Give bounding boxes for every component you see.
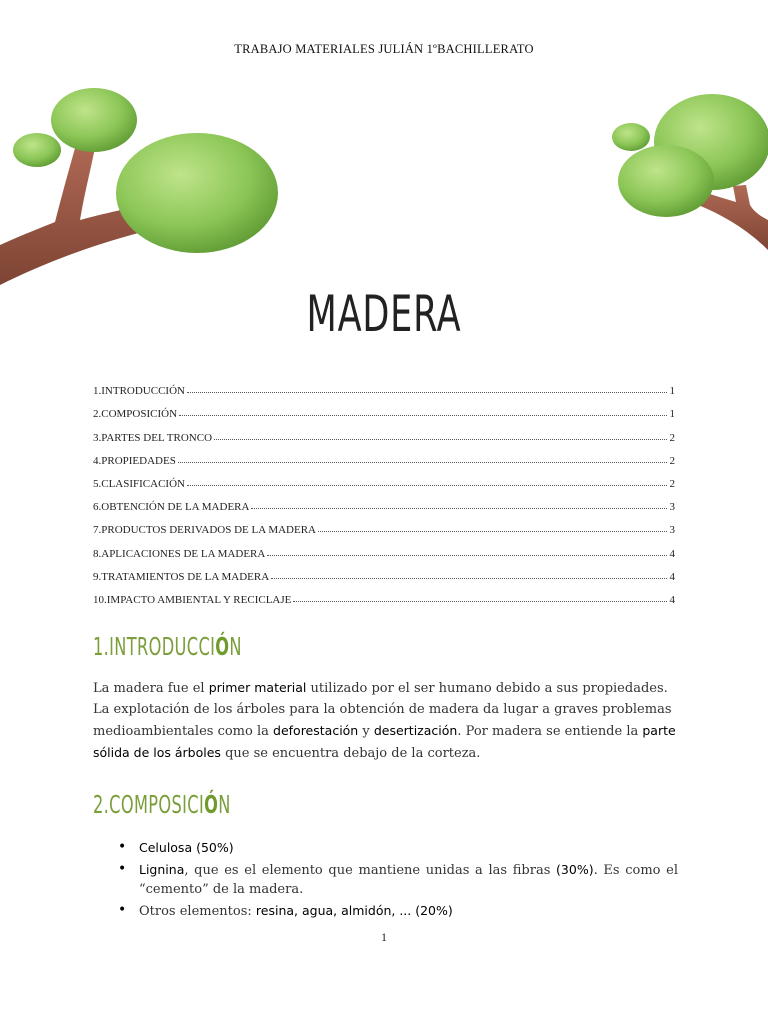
tree-leaf — [13, 133, 61, 167]
intro-text: La madera fue el — [93, 681, 209, 696]
table-of-contents — [93, 374, 675, 606]
list-item-bold: Lignina — [139, 862, 185, 877]
toc-leader-dots — [179, 415, 666, 416]
list-item — [118, 901, 678, 921]
tree-leaf — [51, 88, 137, 152]
toc-leader-dots — [214, 439, 666, 440]
heading-text-end: N — [218, 790, 231, 819]
intro-bold: parte sólida de los árboles — [93, 723, 676, 760]
toc-leader-dots — [271, 578, 666, 579]
toc-leader-dots — [293, 601, 666, 602]
list-item-bold: Celulosa (50%) — [139, 840, 234, 855]
toc-entry-label: 9.TRATAMIENTOS DE LA MADERA — [93, 570, 270, 583]
intro-text: utilizado por el ser humano debido a sus propiedades. La explotación de los árboles para la obtención de madera da lugar a graves problemas medioambientales como la — [93, 681, 672, 739]
toc-entry[interactable] — [93, 374, 675, 397]
heading-accent-letter: Ó — [204, 790, 219, 819]
list-item-text: Otros elementos: — [139, 904, 256, 919]
toc-leader-dots — [251, 508, 666, 509]
toc-entry[interactable] — [93, 536, 675, 559]
toc-leader-dots — [187, 485, 667, 486]
page-header: TRABAJO MATERIALES JULIÁN 1ºBACHILLERATO — [234, 42, 534, 56]
heading-text: 2.COMPOSICI — [93, 790, 205, 819]
toc-entry-page: 4 — [669, 593, 675, 606]
toc-entry-label: 6.OBTENCIÓN DE LA MADERA — [93, 501, 250, 514]
intro-bold: deforestación — [273, 723, 359, 738]
toc-entry[interactable] — [93, 513, 675, 536]
intro-text: . Por madera se entiende la — [457, 724, 643, 739]
toc-entry-page: 1 — [669, 408, 675, 421]
toc-entry-label: 2.COMPOSICIÓN — [93, 408, 178, 421]
toc-leader-dots — [187, 392, 667, 393]
list-item — [118, 838, 678, 858]
toc-entry-page: 3 — [669, 524, 675, 537]
heading-accent-letter: Ó — [215, 632, 230, 661]
toc-entry-page: 2 — [669, 431, 675, 444]
section-heading-composicion — [93, 790, 231, 819]
heading-text-end: N — [229, 632, 242, 661]
page-number: 1 — [381, 930, 387, 944]
toc-entry[interactable] — [93, 583, 675, 606]
toc-entry-page: 1 — [669, 385, 675, 398]
heading-text: 1.INTRODUCCI — [93, 632, 216, 661]
toc-entry-label: 4.PROPIEDADES — [93, 454, 176, 467]
list-item-bold: (30%) — [556, 862, 594, 877]
tree-leaf — [618, 145, 714, 217]
toc-entry[interactable] — [93, 444, 675, 467]
toc-leader-dots — [267, 555, 666, 556]
toc-entry-label: 3.PARTES DEL TRONCO — [93, 431, 213, 444]
toc-entry-page: 2 — [669, 454, 675, 467]
toc-entry-label: 7.PRODUCTOS DERIVADOS DE LA MADERA — [93, 524, 316, 537]
toc-entry-label: 1.INTRODUCCIÓN — [93, 385, 185, 398]
list-item-text: , que es el elemento que mantiene unidas a las fibras — [184, 863, 557, 878]
toc-entry-page: 4 — [669, 547, 675, 560]
list-item-text: . Es como el “cemento” de la madera. — [139, 863, 678, 897]
toc-entry-label: 8.APLICACIONES DE LA MADERA — [93, 547, 266, 560]
toc-leader-dots — [318, 531, 667, 532]
intro-bold: primer material — [208, 680, 307, 695]
intro-text: que se encuentra debajo de la corteza. — [220, 746, 481, 761]
intro-text: y — [358, 724, 374, 739]
tree-illustration-right — [608, 90, 768, 255]
tree-illustration-left — [0, 80, 285, 290]
toc-entry[interactable] — [93, 490, 675, 513]
toc-entry-page: 4 — [669, 570, 675, 583]
toc-entry-page: 2 — [669, 477, 675, 490]
tree-leaf — [612, 123, 650, 151]
intro-paragraph — [93, 677, 678, 764]
composition-list — [118, 838, 678, 923]
toc-entry[interactable] — [93, 467, 675, 490]
document-title: MADERA — [306, 285, 462, 343]
toc-entry[interactable] — [93, 397, 675, 420]
toc-entry[interactable] — [93, 560, 675, 583]
tree-leaf — [116, 133, 278, 253]
toc-leader-dots — [178, 462, 667, 463]
toc-entry-label: 10.IMPACTO AMBIENTAL Y RECICLAJE — [93, 593, 292, 606]
toc-entry-label: 5.CLASIFICACIÓN — [93, 477, 185, 490]
toc-entry[interactable] — [93, 420, 675, 443]
section-heading-introduccion — [93, 632, 242, 661]
toc-entry-page: 3 — [669, 501, 675, 514]
list-item-bold: resina, agua, almidón, ... (20%) — [255, 903, 453, 918]
intro-bold: desertización — [373, 723, 458, 738]
list-item — [118, 860, 678, 899]
